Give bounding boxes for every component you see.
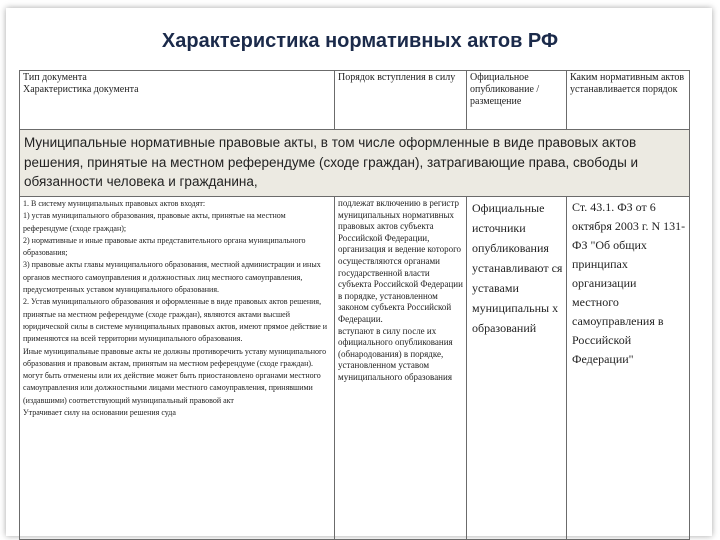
- acts-table: [19, 70, 690, 540]
- header-official-publication: Официальное опубликование / размещение: [467, 71, 567, 130]
- header-doc-type: Тип документа Характеристика документа: [20, 71, 335, 130]
- cell-official-publication: Официальные источники опубликования устанавливают ся уставами муниципальны х образований: [467, 197, 567, 540]
- section-band-row: [20, 130, 690, 197]
- cell-regulating-act: Ст. 43.1. ФЗ от 6 октября 2003 г. N 131-ФЗ "Об общих принципах организации местного самоуправления в Российской Федерации": [567, 197, 690, 540]
- table-header-row: [20, 71, 690, 130]
- cell-entry-into-force: подлежат включению в регистр муниципальных нормативных правовых актов субъекта Российской Федерации, организация и ведение которого осуществляются органами государственной власти субъекта Российской Федерации в порядке, установленном законом субъекта Российской Федерации. вступают в силу после их официального опубликования (обнародования) в порядке, установленном уставом муниципального образования: [335, 197, 467, 540]
- header-entry-into-force: Порядок вступления в силу: [335, 71, 467, 130]
- header-regulating-act: Каким нормативным актов устанавливается порядок: [567, 71, 690, 130]
- cell-characteristics: 1. В систему муниципальных правовых актов входят: 1) устав муниципального образования, правовые акты, принятые на местном референдуме (сходе граждан); 2) нормативные и иные правовые акты представительного органа муниципального образования; 3) правовые акты главы муниципального образования, местной администрации и иных органов местного самоуправления и должностных лиц местного самоуправления, предусмотренных уставом муниципального образования. 2. Устав муниципального образования и оформленные в виде правовых актов решения, принятые на местном референдуме (сходе граждан), являются актами высшей юридической силы в системе муниципальных правовых актов, имеют прямое действие и применяются на всей территории муниципального образования. Иные муниципальные правовые акты не должны противоречить уставу муниципального образования и правовым актам, принятым на местном референдуме (сходе граждан). могут быть отменены или их действие может быть приостановлено органами местного самоуправления или должностными лицами местного самоуправления, принявшими (издавшими) соответствующий муниципальный правовой акт Утрачивает силу на основании решения суда: [20, 197, 335, 540]
- table-row: [20, 197, 690, 540]
- page-title: Характеристика нормативных актов РФ: [161, 30, 559, 52]
- section-band-text: Муниципальные нормативные правовые акты, в том числе оформленные в виде правовых актов решения, принятые на местном референдуме (сходе граждан), затрагивающие права, свободы и обязанности человека и гражданина,: [20, 130, 690, 197]
